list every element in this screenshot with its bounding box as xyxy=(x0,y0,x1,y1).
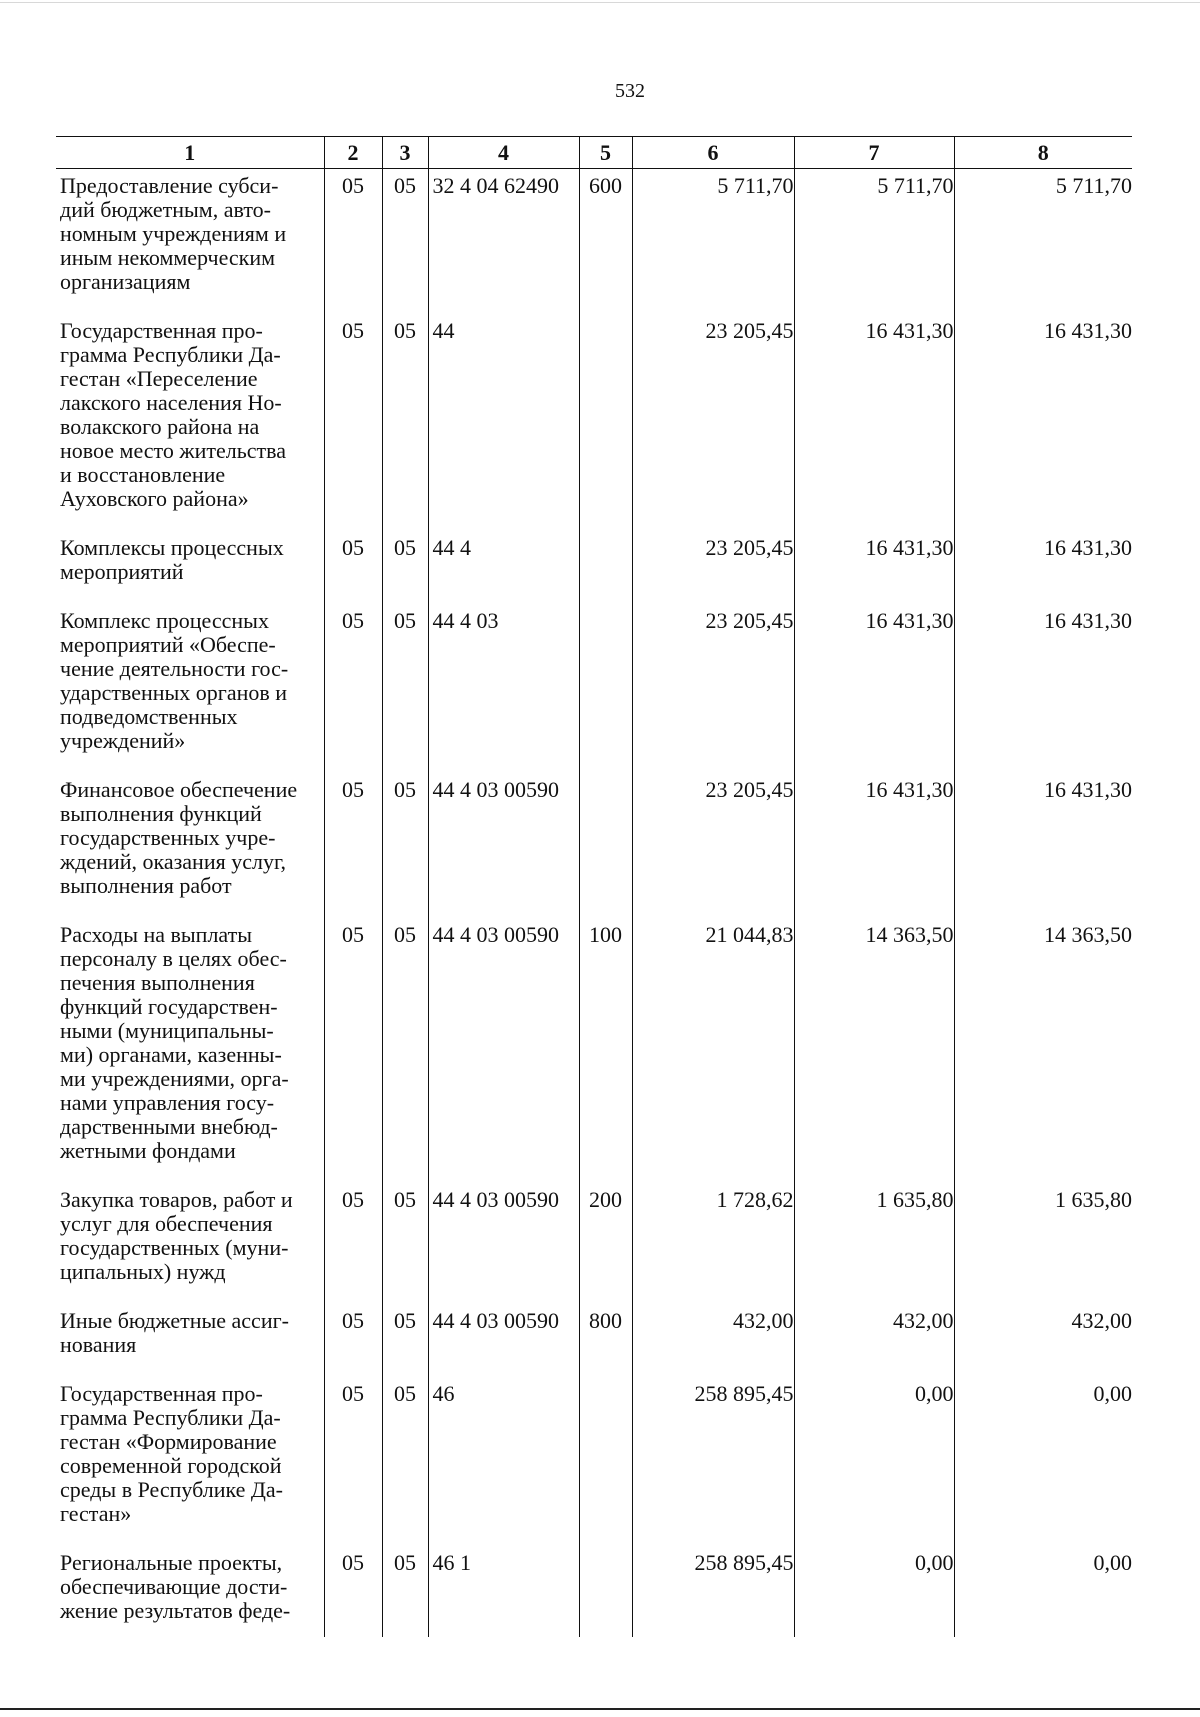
target-article-code: 44 4 03 xyxy=(428,604,579,773)
amount-column-7: 16 431,30 xyxy=(794,604,954,773)
amount-column-8: 16 431,30 xyxy=(954,773,1132,918)
amount-column-7: 16 431,30 xyxy=(794,531,954,604)
target-article-code: 44 4 03 00590 xyxy=(428,918,579,1183)
table-row xyxy=(56,604,1132,773)
amount-column-8: 1 635,80 xyxy=(954,1183,1132,1304)
amount-column-6: 23 205,45 xyxy=(632,773,794,918)
amount-column-7: 1 635,80 xyxy=(794,1183,954,1304)
amount-column-8: 16 431,30 xyxy=(954,531,1132,604)
row-name: Государственная про- грамма Республики Да- гестан «Формирование современной городской среды в Республике Да- гестан» xyxy=(60,1381,284,1526)
subsection-code: 05 xyxy=(382,918,428,1183)
row-name: Иные бюджетные ассиг- нования xyxy=(60,1308,289,1357)
table-row xyxy=(56,773,1132,918)
subsection-code: 05 xyxy=(382,604,428,773)
amount-column-6: 23 205,45 xyxy=(632,604,794,773)
amount-column-6: 258 895,45 xyxy=(632,1546,794,1637)
amount-column-7: 5 711,70 xyxy=(794,169,954,315)
target-article-code: 44 xyxy=(428,314,579,531)
amount-column-6: 21 044,83 xyxy=(632,918,794,1183)
amount-column-8: 0,00 xyxy=(954,1546,1132,1637)
amount-column-6: 23 205,45 xyxy=(632,531,794,604)
table-row xyxy=(56,1183,1132,1304)
column-header-1: 1 xyxy=(56,137,324,169)
subsection-code: 05 xyxy=(382,773,428,918)
target-article-code: 44 4 03 00590 xyxy=(428,1304,579,1377)
row-name: Расходы на выплаты персоналу в целях обес- печения выполнения функций государствен- ными (муниципальны- ми) органами, казенны- ми учреждениями, орга- нами управления госу- дарственными внебюд- жетными фондами xyxy=(60,922,289,1163)
expense-type-code: 600 xyxy=(579,169,632,315)
scan-top-edge xyxy=(0,2,1200,3)
table-row xyxy=(56,1546,1132,1637)
amount-column-7: 0,00 xyxy=(794,1377,954,1546)
table-row xyxy=(56,1377,1132,1546)
amount-column-8: 14 363,50 xyxy=(954,918,1132,1183)
row-name: Финансовое обеспечение выполнения функций государственных учре- ждений, оказания услуг, выполнения работ xyxy=(60,777,298,898)
expense-type-code xyxy=(579,314,632,531)
scan-bottom-edge xyxy=(0,1708,1200,1710)
subsection-code: 05 xyxy=(382,314,428,531)
section-code: 05 xyxy=(324,314,382,531)
column-header-6: 6 xyxy=(632,137,794,169)
table-row xyxy=(56,169,1132,315)
table-row xyxy=(56,1304,1132,1377)
target-article-code: 46 xyxy=(428,1377,579,1546)
table-header-row xyxy=(56,137,1132,169)
column-header-7: 7 xyxy=(794,137,954,169)
subsection-code: 05 xyxy=(382,1377,428,1546)
column-header-4: 4 xyxy=(428,137,579,169)
amount-column-8: 432,00 xyxy=(954,1304,1132,1377)
table-body xyxy=(56,169,1132,1638)
section-code: 05 xyxy=(324,918,382,1183)
target-article-code: 46 1 xyxy=(428,1546,579,1637)
subsection-code: 05 xyxy=(382,169,428,315)
row-name: Закупка товаров, работ и услуг для обеспечения государственных (муни- ципальных) нужд xyxy=(60,1187,293,1284)
expense-type-code xyxy=(579,1546,632,1637)
expense-type-code xyxy=(579,773,632,918)
expense-type-code: 800 xyxy=(579,1304,632,1377)
section-code: 05 xyxy=(324,1304,382,1377)
row-name: Региональные проекты, обеспечивающие дости- жение результатов феде- xyxy=(60,1550,291,1623)
section-code: 05 xyxy=(324,169,382,315)
amount-column-6: 5 711,70 xyxy=(632,169,794,315)
subsection-code: 05 xyxy=(382,1546,428,1637)
row-name: Комплекс процессных мероприятий «Обеспе- чение деятельности гос- ударственных органов и подведомственных учреждений» xyxy=(60,608,289,753)
subsection-code: 05 xyxy=(382,1183,428,1304)
subsection-code: 05 xyxy=(382,531,428,604)
expense-type-code xyxy=(579,604,632,773)
target-article-code: 44 4 03 00590 xyxy=(428,1183,579,1304)
amount-column-8: 5 711,70 xyxy=(954,169,1132,315)
section-code: 05 xyxy=(324,1377,382,1546)
column-header-8: 8 xyxy=(954,137,1132,169)
section-code: 05 xyxy=(324,531,382,604)
column-header-5: 5 xyxy=(579,137,632,169)
target-article-code: 44 4 03 00590 xyxy=(428,773,579,918)
row-name: Государственная про- грамма Республики Да- гестан «Переселение лакского населения Но- волакского района на новое место жительства и восстановление Ауховского района» xyxy=(60,318,286,511)
amount-column-7: 16 431,30 xyxy=(794,314,954,531)
amount-column-7: 16 431,30 xyxy=(794,773,954,918)
amount-column-6: 23 205,45 xyxy=(632,314,794,531)
table-row xyxy=(56,531,1132,604)
amount-column-8: 16 431,30 xyxy=(954,604,1132,773)
amount-column-7: 0,00 xyxy=(794,1546,954,1637)
row-name: Комплексы процессных мероприятий xyxy=(60,535,284,584)
section-code: 05 xyxy=(324,773,382,918)
amount-column-7: 14 363,50 xyxy=(794,918,954,1183)
page-number: 532 xyxy=(615,80,645,102)
amount-column-8: 16 431,30 xyxy=(954,314,1132,531)
amount-column-8: 0,00 xyxy=(954,1377,1132,1546)
subsection-code: 05 xyxy=(382,1304,428,1377)
amount-column-6: 432,00 xyxy=(632,1304,794,1377)
expense-type-code: 200 xyxy=(579,1183,632,1304)
expense-type-code: 100 xyxy=(579,918,632,1183)
column-header-2: 2 xyxy=(324,137,382,169)
table-row xyxy=(56,918,1132,1183)
section-code: 05 xyxy=(324,604,382,773)
amount-column-7: 432,00 xyxy=(794,1304,954,1377)
row-name: Предоставление субси- дий бюджетным, авто- номным учреждениям и иным некоммерческим организациям xyxy=(60,173,287,294)
table-row xyxy=(56,314,1132,531)
section-code: 05 xyxy=(324,1183,382,1304)
amount-column-6: 258 895,45 xyxy=(632,1377,794,1546)
expense-type-code xyxy=(579,531,632,604)
budget-table xyxy=(56,136,1132,1637)
expense-type-code xyxy=(579,1377,632,1546)
column-header-3: 3 xyxy=(382,137,428,169)
target-article-code: 44 4 xyxy=(428,531,579,604)
section-code: 05 xyxy=(324,1546,382,1637)
target-article-code: 32 4 04 62490 xyxy=(428,169,579,315)
amount-column-6: 1 728,62 xyxy=(632,1183,794,1304)
